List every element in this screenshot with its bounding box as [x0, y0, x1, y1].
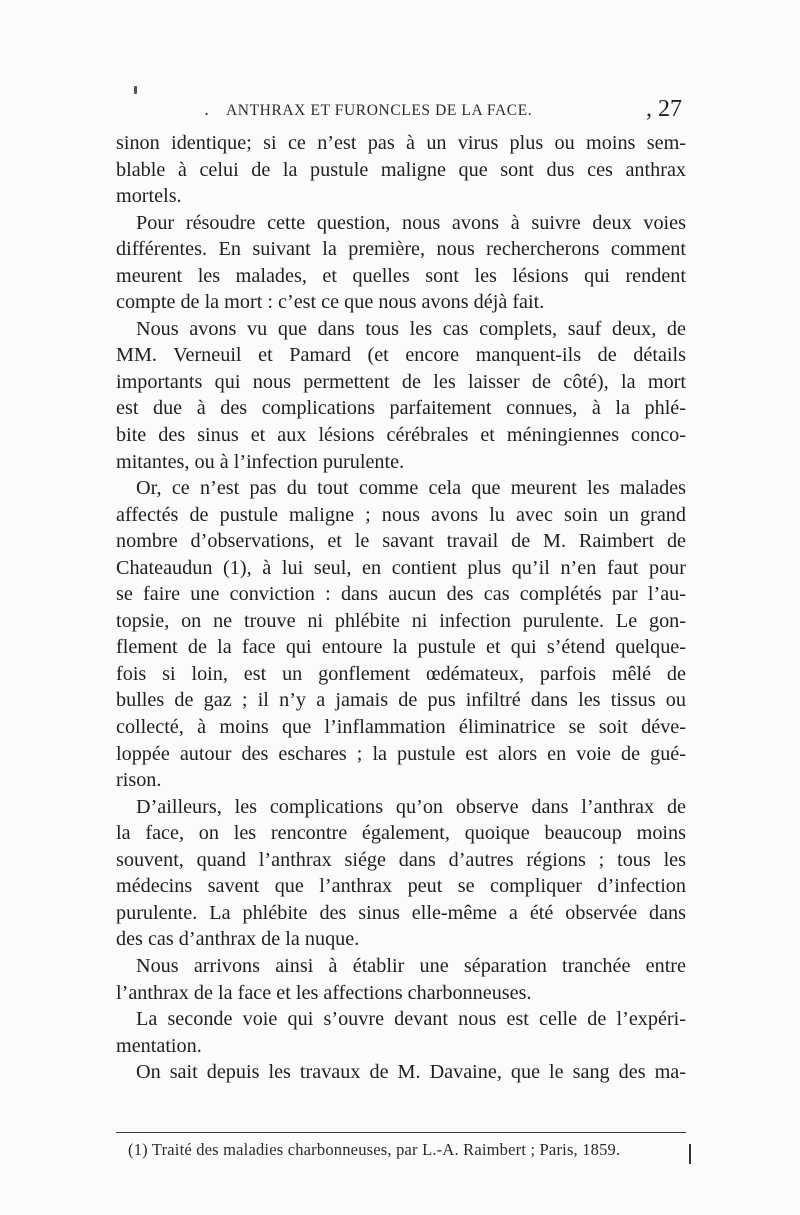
text-line: sinon identique; si ce n’est pas à un virus plus ou moins sem- [116, 132, 686, 154]
text-line: La seconde voie qui s’ouvre devant nous est celle de l’expéri- [136, 1008, 686, 1031]
text-line: Chateaudun (1), à lui seul, en contient plus qu’il n’en faut pour [116, 556, 686, 579]
text-line: Or, ce n’est pas du tout comme cela que meurent les malades [136, 477, 686, 500]
text-line: bulles de gaz ; il n’y a jamais de pus infiltré dans les tissus ou [116, 689, 686, 712]
text-line: On sait depuis les travaux de M. Davaine, que le sang des ma- [136, 1061, 686, 1084]
footnote-rule [116, 1132, 686, 1133]
text-line: topsie, on ne trouve ni phlébite ni infection purulente. Le gon- [116, 609, 686, 632]
text-line: MM. Verneuil et Pamard (et encore manquent-ils de détails [116, 344, 686, 367]
text-line: souvent, quand l’anthrax siége dans d’autres régions ; tous les [116, 848, 686, 871]
text-line: affectés de pustule maligne ; nous avons lu avec soin un grand [116, 503, 686, 526]
text-line: mentation. [116, 1034, 202, 1057]
text-line: se faire une conviction : dans aucun des cas complétés par l’au- [116, 583, 686, 606]
text-line: purulente. La phlébite des sinus elle-même a été observée dans [116, 901, 686, 924]
text-line: flement de la face qui entoure la pustule et qui s’étend quelque- [116, 636, 686, 659]
running-head-title: ANTHRAX ET FURONCLES DE LA FACE. [226, 102, 533, 119]
ink-speck [134, 86, 137, 94]
text-line: D’ailleurs, les complications qu’on observe dans l’anthrax de [136, 795, 686, 818]
text-line: mitantes, ou à l’infection purulente. [116, 450, 405, 473]
text-line: fois si loin, est un gonflement œdémateux, parfois mêlé de [116, 662, 686, 685]
text-line: différentes. En suivant la première, nous rechercherons comment [116, 238, 686, 261]
text-line: nombre d’observations, et le savant travail de M. Raimbert de [116, 530, 686, 553]
margin-mark [689, 1144, 691, 1164]
running-head-dot: . [204, 100, 210, 119]
text-line: la face, on les rencontre également, quoique beaucoup moins [116, 822, 686, 845]
text-line: collecté, à moins que l’inflammation éliminatrice se soit déve- [116, 716, 686, 739]
text-line: compte de la mort : c’est ce que nous avons déjà fait. [116, 291, 545, 314]
text-line: importants qui nous permettent de les laisser de côté), la mort [116, 370, 686, 393]
running-head [116, 98, 686, 128]
body-text [116, 130, 686, 1086]
text-line: médecins savent que l’anthrax peut se compliquer d’infection [116, 875, 686, 898]
text-line: mortels. [116, 185, 182, 208]
text-line: rison. [116, 769, 162, 792]
text-line: l’anthrax de la face et les affections charbonneuses. [116, 981, 532, 1004]
text-line: Nous avons vu que dans tous les cas complets, sauf deux, de [136, 317, 686, 340]
footnote: (1) Traité des maladies charbonneuses, par L.-A. Raimbert ; Paris, 1859. [128, 1140, 621, 1159]
text-line: Nous arrivons ainsi à établir une séparation tranchée entre [136, 954, 686, 977]
text-line: des cas d’anthrax de la nuque. [116, 928, 360, 951]
text-line: est due à des complications parfaitement connues, à la phlé- [116, 397, 686, 420]
text-line: meurent les malades, et quelles sont les lésions qui rendent [116, 264, 686, 287]
text-line: loppée autour des eschares ; la pustule est alors en voie de gué- [116, 742, 686, 765]
text-line: blable à celui de la pustule maligne que sont dus ces anthrax [116, 158, 686, 181]
text-line: Pour résoudre cette question, nous avons à suivre deux voies [136, 211, 686, 234]
text-line: bite des sinus et aux lésions cérébrales et méningiennes conco- [116, 424, 686, 447]
page-number: , 27 [646, 96, 682, 122]
